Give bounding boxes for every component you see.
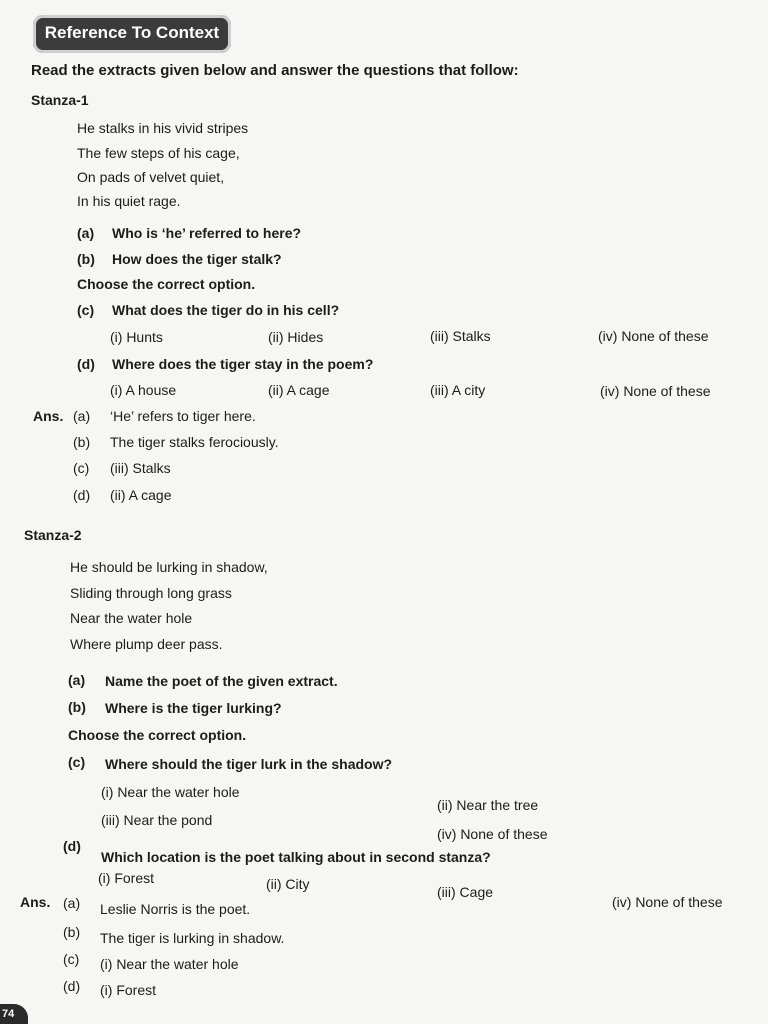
option: (i) A house (110, 382, 177, 398)
option: (i) Near the water hole (101, 784, 240, 800)
stanza2-line: Where plump deer pass. (70, 636, 223, 652)
option: (iii) Stalks (430, 328, 491, 344)
answer-heading: Ans. (33, 408, 64, 424)
page-number-tab (0, 1004, 28, 1024)
answer-label: (d) (63, 978, 81, 994)
option: (i) Hunts (110, 329, 163, 345)
stanza2-title: Stanza-2 (24, 527, 82, 543)
answer-label: (c) (63, 951, 80, 967)
question-label: (d) (77, 356, 95, 372)
answer-text: Leslie Norris is the poet. (100, 901, 251, 917)
answer-label: (b) (73, 434, 91, 450)
answer-text: (iii) Stalks (110, 460, 171, 476)
stanza1-line: He stalks in his vivid stripes (77, 120, 249, 136)
question-text: Who is ‘he’ referred to here? (112, 225, 302, 241)
stanza1-line: The few steps of his cage, (77, 145, 240, 161)
question-text: How does the tiger stalk? (112, 251, 282, 267)
choose-option-text: Choose the correct option. (68, 727, 247, 743)
option: (i) Forest (98, 870, 154, 886)
option: (ii) Near the tree (437, 797, 539, 813)
stanza1-line: On pads of velvet quiet, (77, 169, 225, 185)
question-label: (b) (68, 699, 86, 715)
answer-text: (ii) A cage (110, 487, 172, 503)
answer-text: (i) Forest (100, 982, 156, 998)
question-text: Name the poet of the given extract. (105, 673, 338, 689)
answer-heading: Ans. (20, 894, 51, 910)
stanza2-line: He should be lurking in shadow, (70, 559, 268, 575)
section-badge-label: Reference To Context (44, 23, 220, 42)
answer-text: The tiger stalks ferociously. (110, 434, 279, 450)
answer-label: (d) (73, 487, 91, 503)
answer-text: (i) Near the water hole (100, 956, 239, 972)
option: (iii) A city (430, 382, 486, 398)
instruction-text: Read the extracts given below and answer the questions that follow: (31, 62, 519, 79)
page-number: 74 (2, 1008, 15, 1020)
stanza2-line: Near the water hole (70, 610, 193, 626)
option: (iv) None of these (437, 826, 548, 842)
answer-label: (a) (63, 895, 81, 911)
question-label: (c) (77, 302, 95, 318)
option: (ii) A cage (268, 382, 330, 398)
answer-label: (b) (63, 924, 81, 940)
stanza2-line: Sliding through long grass (70, 585, 232, 601)
choose-option-text: Choose the correct option. (77, 276, 256, 292)
option: (iii) Cage (437, 884, 494, 900)
option: (ii) Hides (268, 329, 324, 345)
option: (iii) Near the pond (101, 812, 213, 828)
stanza1-title: Stanza-1 (31, 92, 89, 108)
option: (iv) None of these (600, 383, 711, 399)
question-text: Where does the tiger stay in the poem? (112, 356, 374, 372)
option: (iv) None of these (598, 328, 709, 344)
answer-text: ‘He’ refers to tiger here. (110, 408, 256, 424)
option: (iv) None of these (612, 894, 723, 910)
question-text: What does the tiger do in his cell? (112, 302, 340, 318)
question-label: (b) (77, 251, 95, 267)
question-text: Where is the tiger lurking? (105, 700, 282, 716)
question-label: (a) (77, 225, 95, 241)
answer-label: (a) (73, 408, 91, 424)
stanza1-line: In his quiet rage. (77, 193, 181, 209)
question-label: (c) (68, 754, 86, 770)
question-label: (d) (63, 838, 81, 854)
section-badge (33, 15, 231, 53)
question-text: Which location is the poet talking about in second stanza? (101, 849, 491, 865)
answer-text: The tiger is lurking in shadow. (100, 930, 285, 946)
question-text: Where should the tiger lurk in the shadow? (105, 756, 393, 772)
option: (ii) City (266, 876, 310, 892)
answer-label: (c) (73, 460, 90, 476)
question-label: (a) (68, 672, 86, 688)
